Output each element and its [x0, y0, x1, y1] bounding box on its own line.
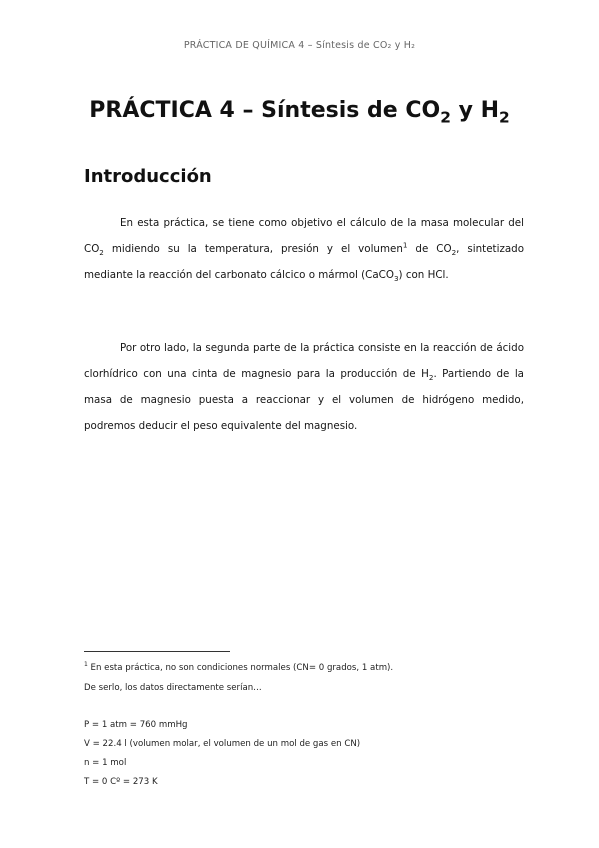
title-text-middle: y H — [450, 98, 499, 123]
paragraph1-subscript-c: 2 — [451, 248, 457, 258]
paragraph-objective — [84, 210, 524, 288]
footnote-data-moles: n = 1 mol — [84, 758, 127, 768]
paragraph1-text-a: En esta práctica, se tiene como objetivo el cálculo de la masa molecular del CO — [84, 217, 524, 255]
paragraph1-text-e: ) con HCl. — [398, 269, 449, 281]
title-subscript-co2: 2 — [440, 108, 451, 127]
paragraph1-subscript-a: 2 — [99, 248, 104, 258]
footnote-marker: 1 — [84, 661, 88, 669]
title-text-prefix: PRÁCTICA 4 – Síntesis de CO — [89, 98, 441, 123]
paragraph1-text-d: , sintetizado mediante la reacción del carbonato cálcico o mármol (CaCO — [84, 243, 524, 281]
paragraph1-text-c: de CO — [407, 243, 452, 255]
paragraph1-subscript-d: 3 — [393, 274, 399, 284]
footnote-line-1 — [84, 658, 524, 678]
footnote-data-temperature: T = 0 Cº = 273 K — [84, 777, 158, 787]
footnote-reference[interactable]: 1 — [402, 240, 408, 250]
footnote-data-list — [84, 716, 524, 792]
footnote-line-2: De serlo, los datos directamente serían… — [84, 683, 262, 693]
footnote-data-pressure: P = 1 atm = 760 mmHg — [84, 720, 188, 730]
section-heading-introduccion: Introducción — [84, 166, 212, 187]
footnote-block — [84, 658, 524, 792]
page-title — [0, 98, 599, 127]
paragraph1-text-b: midiendo su la temperatura, presión y el volumen — [103, 243, 403, 255]
paragraph2-text-a: Por otro lado, la segunda parte de la práctica consiste en la reacción de ácido clorhídrico con una cinta de magnesio para la producción de H — [84, 342, 524, 380]
footnote-separator — [84, 651, 230, 652]
paragraph-second-part — [84, 335, 524, 439]
title-subscript-h2: 2 — [499, 108, 510, 127]
footnote-spacer — [84, 698, 524, 716]
footnote-text-1: En esta práctica, no son condiciones normales (CN= 0 grados, 1 atm). — [87, 663, 394, 673]
paragraph2-subscript-a: 2 — [428, 373, 434, 383]
paragraph2-text-b: . Partiendo de la masa de magnesio puesta a reaccionar y el volumen de hidrógeno medido, podremos deducir el peso equivalente del magnesio. — [84, 368, 524, 432]
footnote-data-volume: V = 22.4 l (volumen molar, el volumen de un mol de gas en CN) — [84, 739, 361, 749]
running-header: PRÁCTICA DE QUÍMICA 4 – Síntesis de CO₂ y H₂ — [183, 40, 416, 51]
